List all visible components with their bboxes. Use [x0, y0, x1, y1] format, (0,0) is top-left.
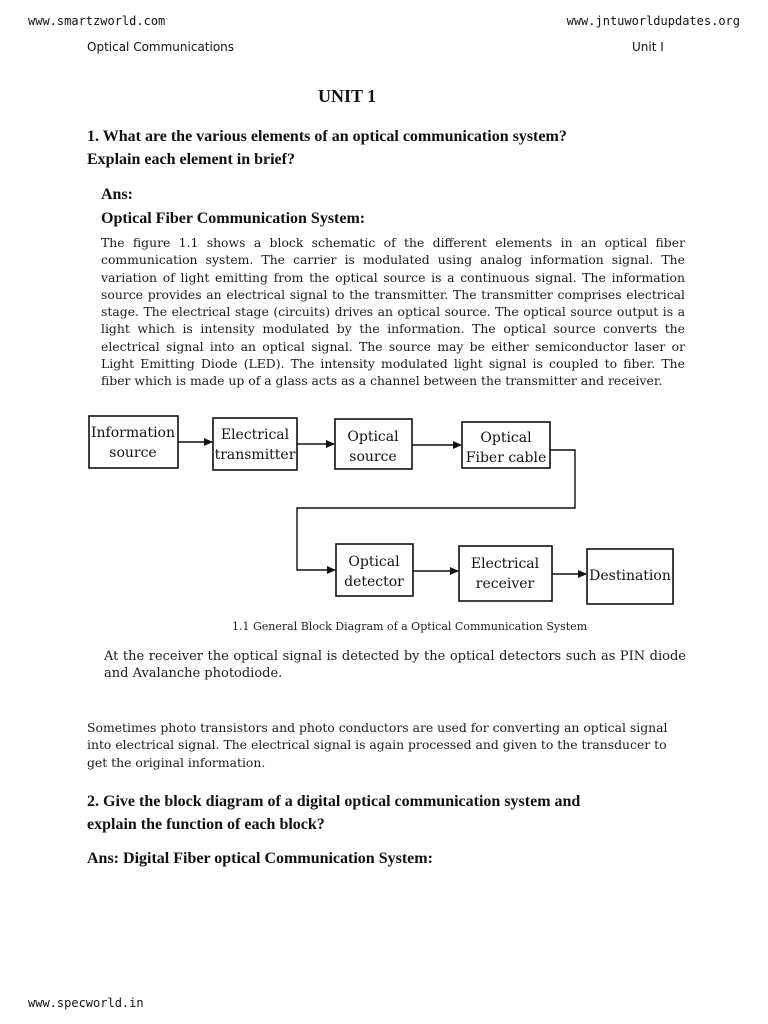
- answer-label: Ans:: [101, 186, 134, 203]
- tx-label-2: transmitter: [214, 447, 296, 463]
- src-label-1: Optical: [347, 429, 399, 445]
- intro-paragraph: The figure 1.1 shows a block schematic of the different elements in an optical fiber communication system. The carrier is modulated using analog information signal. The variation of light emitting from the optical source is a continuous signal. The information source provides an electrical signal to the transmitter. The transmitter comprises electrical stage. The electrical stage (circuits) drives an optical source. The optical source output is a light which is intensity modulated by the information. The optical source converts the electrical signal into an optical signal. The source may be either semiconductor laser or Light Emitting Diode (LED). The intensity modulated light signal is coupled to fiber. The fiber which is made up of a glass acts as a channel between the transmitter and receiver.: [101, 235, 685, 389]
- question-2-line-1: 2. Give the block diagram of a digital optical communication system and: [87, 793, 581, 810]
- question-1-line-1: 1. What are the various elements of an optical communication system?: [87, 128, 567, 145]
- block-diagram: [84, 404, 690, 612]
- photo-transistor-paragraph: Sometimes photo transistors and photo conductors are used for converting an optical signal into electrical signal. The electrical signal is again processed and given to the transducer to get the original information.: [87, 720, 668, 770]
- header-unit: Unit I: [632, 40, 664, 54]
- question-2-line-2: explain the function of each block?: [87, 816, 325, 833]
- answer-2-heading: Ans: Digital Fiber optical Communication System:: [87, 850, 433, 867]
- question-1-line-2: Explain each element in brief?: [87, 151, 295, 168]
- header-right-url[interactable]: www.jntuworldupdates.org: [566, 14, 740, 28]
- dest-label: Destination: [589, 568, 671, 584]
- header-subject: Optical Communications: [87, 40, 235, 54]
- page-title: UNIT 1: [318, 86, 377, 106]
- fiber-label-1: Optical: [480, 430, 532, 446]
- rx-label-1: Electrical: [470, 556, 540, 572]
- header-left-url[interactable]: www.smartzworld.com: [28, 14, 166, 28]
- info-label-1: Information: [90, 425, 176, 441]
- det-label-2: detector: [344, 574, 404, 590]
- det-label-1: Optical: [348, 554, 400, 570]
- tx-label-1: Electrical: [220, 427, 290, 443]
- receiver-paragraph: At the receiver the optical signal is detected by the optical detectors such as PIN diode and Avalanche photodiode.: [104, 649, 686, 682]
- src-label-2: source: [349, 449, 397, 465]
- figure-caption: 1.1 General Block Diagram of a Optical Communication System: [232, 620, 588, 633]
- footer-url[interactable]: www.specworld.in: [28, 996, 144, 1010]
- section-heading: Optical Fiber Communication System:: [101, 210, 366, 227]
- info-label-2: source: [109, 445, 157, 461]
- electrical-receiver-block: [459, 546, 552, 601]
- rx-label-2: receiver: [475, 576, 535, 592]
- fiber-label-2: Fiber cable: [465, 450, 547, 466]
